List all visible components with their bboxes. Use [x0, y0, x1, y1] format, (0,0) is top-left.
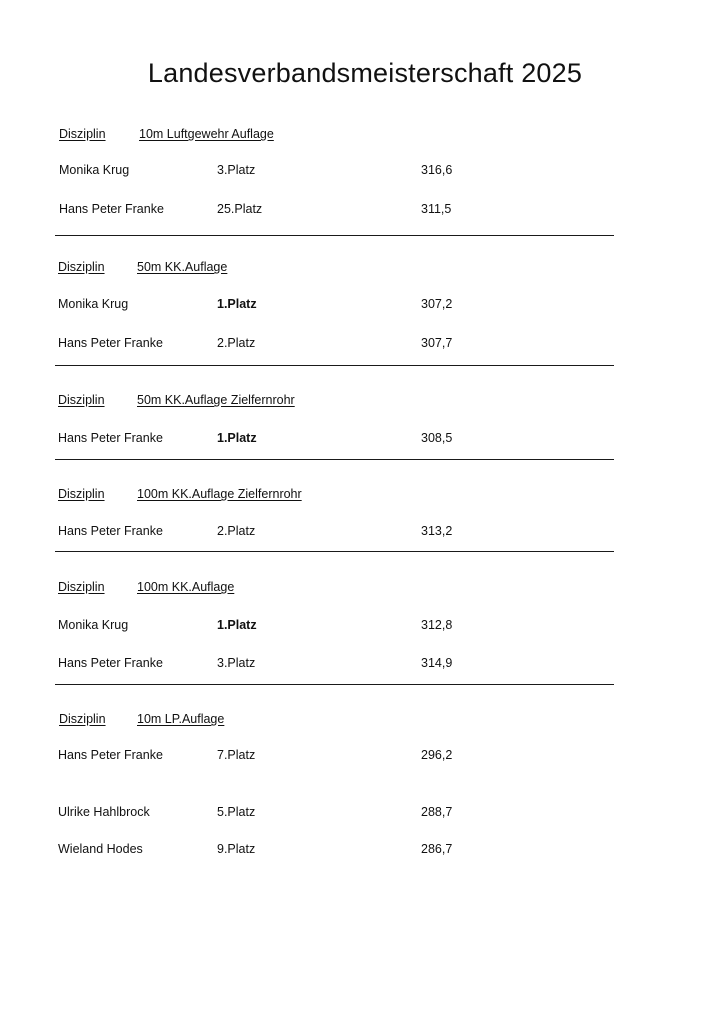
placement: 3.Platz [217, 656, 256, 670]
placement: 1.Platz [217, 431, 257, 445]
score: 308,5 [421, 431, 453, 445]
placement: 1.Platz [217, 297, 257, 311]
disziplin-label: Disziplin [58, 487, 105, 501]
score: 312,8 [421, 618, 453, 632]
discipline-name: 10m LP.Auflage [137, 712, 225, 726]
result-row [0, 656, 718, 672]
placement: 1.Platz [217, 618, 257, 632]
placement: 25.Platz [217, 202, 263, 216]
result-row [0, 805, 718, 821]
shooter-name: Wieland Hodes [58, 842, 143, 856]
score: 286,7 [421, 842, 453, 856]
score: 296,2 [421, 748, 453, 762]
result-row [0, 842, 718, 858]
discipline-name: 100m KK.Auflage [137, 580, 235, 594]
placement: 7.Platz [217, 748, 256, 762]
disziplin-label: Disziplin [59, 127, 106, 141]
disziplin-label: Disziplin [58, 260, 105, 274]
discipline-name: 50m KK.Auflage [137, 260, 228, 274]
shooter-name: Ulrike Hahlbrock [58, 805, 150, 819]
section-divider [55, 459, 614, 460]
score: 313,2 [421, 524, 453, 538]
shooter-name: Hans Peter Franke [58, 336, 163, 350]
shooter-name: Monika Krug [59, 163, 130, 177]
score: 311,5 [421, 202, 452, 216]
placement: 3.Platz [217, 163, 256, 177]
shooter-name: Hans Peter Franke [58, 656, 163, 670]
page-title: Landesverbandsmeisterschaft 2025 [147, 58, 583, 88]
shooter-name: Monika Krug [58, 618, 129, 632]
placement: 9.Platz [217, 842, 256, 856]
section-divider [55, 551, 614, 552]
score: 316,6 [421, 163, 453, 177]
shooter-name: Hans Peter Franke [58, 431, 163, 445]
section-divider [55, 684, 614, 685]
score: 307,7 [421, 336, 453, 350]
shooter-name: Hans Peter Franke [58, 524, 163, 538]
placement: 5.Platz [217, 805, 256, 819]
shooter-name: Hans Peter Franke [59, 202, 164, 216]
disziplin-label: Disziplin [58, 393, 105, 407]
result-row [0, 202, 718, 218]
result-row [0, 618, 718, 634]
shooter-name: Hans Peter Franke [58, 748, 163, 762]
disziplin-label: Disziplin [59, 712, 106, 726]
discipline-name: 50m KK.Auflage Zielfernrohr [137, 393, 295, 407]
result-row [0, 163, 718, 179]
score: 307,2 [421, 297, 453, 311]
result-row [0, 748, 718, 764]
result-row [0, 524, 718, 540]
section-divider [55, 365, 614, 366]
placement: 2.Platz [217, 336, 256, 350]
discipline-name: 10m Luftgewehr Auflage [139, 127, 274, 141]
score: 314,9 [421, 656, 453, 670]
result-row [0, 336, 718, 352]
placement: 2.Platz [217, 524, 256, 538]
result-row [0, 431, 718, 447]
disziplin-label: Disziplin [58, 580, 105, 594]
result-row [0, 297, 718, 313]
shooter-name: Monika Krug [58, 297, 129, 311]
discipline-name: 100m KK.Auflage Zielfernrohr [137, 487, 302, 501]
score: 288,7 [421, 805, 453, 819]
section-divider [55, 235, 614, 236]
